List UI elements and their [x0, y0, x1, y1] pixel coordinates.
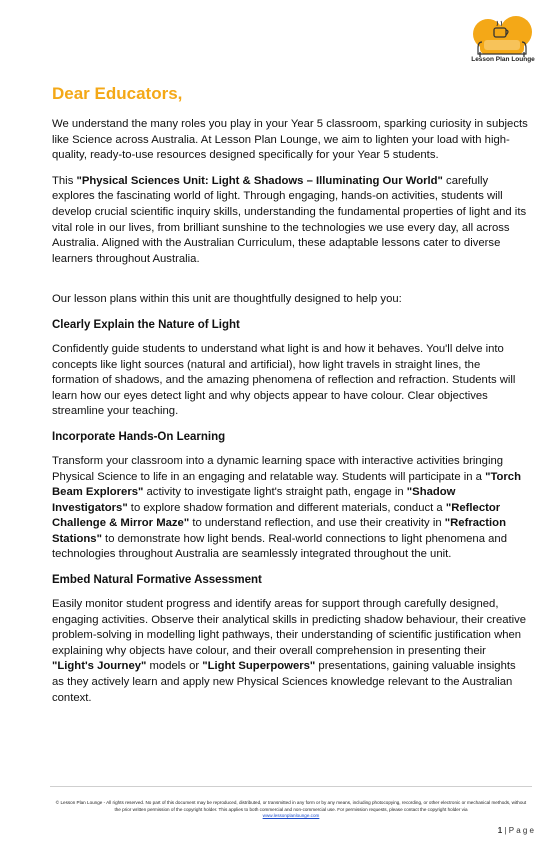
section-heading: Embed Natural Formative Assessment [52, 574, 262, 587]
section-body: Confidently guide students to understand what light is and how it behaves. You'll delve into concepts like light sources (natural and artificial), how light travels in straight lines, the formation of shadows, and the amazing phenomena of reflection and refraction. Students will learn how our eyes detect light and why objects appear to have colour. Clear objectives streamline your teaching. [52, 342, 516, 418]
sofa-with-teacup-icon [468, 16, 538, 60]
footer-copyright: © Lesson Plan Lounge - All rights reserved. No part of this document may be reproduced, distributed, or transmitted in any form or by any means, including photocopying, recording, or other electronic or mechanical methods, without the prior written permission of the copyright holder. This applies to both commercial and non-commercial use. For permission requests, please contact the copyright holder via www.lessonplanlounge.com [55, 800, 527, 818]
greeting-heading: Dear Educators, [52, 84, 183, 103]
intro-paragraph: We understand the many roles you play in your Year 5 classroom, sparking curiosity in subjects like Science across Australia. At Lesson Plan Lounge, we aim to lighten your load with high-quality, ready-to-use resources designed specifically for your Year 5 students. [52, 118, 528, 162]
website-link[interactable]: www.lessonplanlounge.com [262, 813, 320, 818]
activity-name: "Light's Journey" [52, 660, 147, 673]
page-number: 1 | P a g e [497, 826, 534, 835]
unit-title: "Physical Sciences Unit: Light & Shadows – Illuminating Our World" [76, 174, 443, 187]
section-heading: Clearly Explain the Nature of Light [52, 318, 240, 331]
activity-name: "Refraction Stations" [52, 517, 506, 545]
letter-body [52, 84, 530, 716]
section-heading: Incorporate Hands-On Learning [52, 430, 226, 443]
activity-name: "Shadow Investigators" [52, 486, 456, 514]
footer-divider [50, 786, 532, 787]
activity-name: "Light Superpowers" [202, 660, 316, 673]
lead-in-paragraph: Our lesson plans within this unit are thoughtfully designed to help you: [52, 293, 402, 306]
section-body: Easily monitor student progress and identify areas for support through carefully designed, engaging activities. Observe their analytical skills in predicting shadow behaviour, their creative problem-solving in modelling light pathways, their understanding of scientific justification when explaining why objects have colour, and their overall comprehension in presenting their "Light's Journey" models or "Light Superpowers" presentations, gaining valuable insights as they actively learn and apply new Physical Sciences knowledge relevant to the Australian context. [52, 598, 527, 704]
section-body: Transform your classroom into a dynamic learning space with interactive activities bringing Physical Science to life in an engaging and relatable way. Students will participate in a "Torch Beam Explorers" activity to investigate light's straight path, engage in "Shadow Investigators" to explore shadow formation and different materials, conduct a "Reflector Challenge & Mirror Maze" to understand reflection, and use their creativity in "Refraction Stations" to demonstrate how light bends. Real-world connections to light phenomena and technologies throughout Australia are seamlessly integrated throughout the unit. [52, 454, 521, 561]
unit-paragraph: This "Physical Sciences Unit: Light & Shadows – Illuminating Our World" carefully explores the fascinating world of light. Through engaging, hands-on activities, students will develop crucial scientific inquiry skills, understanding the fundamental properties of light and its vital role in our lives, from brilliant sunshine to the technologies we use every day, all across Australia. Aligned with the Australian Curriculum, these adaptable lessons cater to diverse learners throughout Australia. [52, 174, 527, 265]
activity-name: "Torch Beam Explorers" [52, 470, 521, 499]
brand-name: Lesson Plan Lounge [471, 56, 535, 63]
activity-name: "Reflector Challenge & Mirror Maze" [52, 501, 501, 530]
